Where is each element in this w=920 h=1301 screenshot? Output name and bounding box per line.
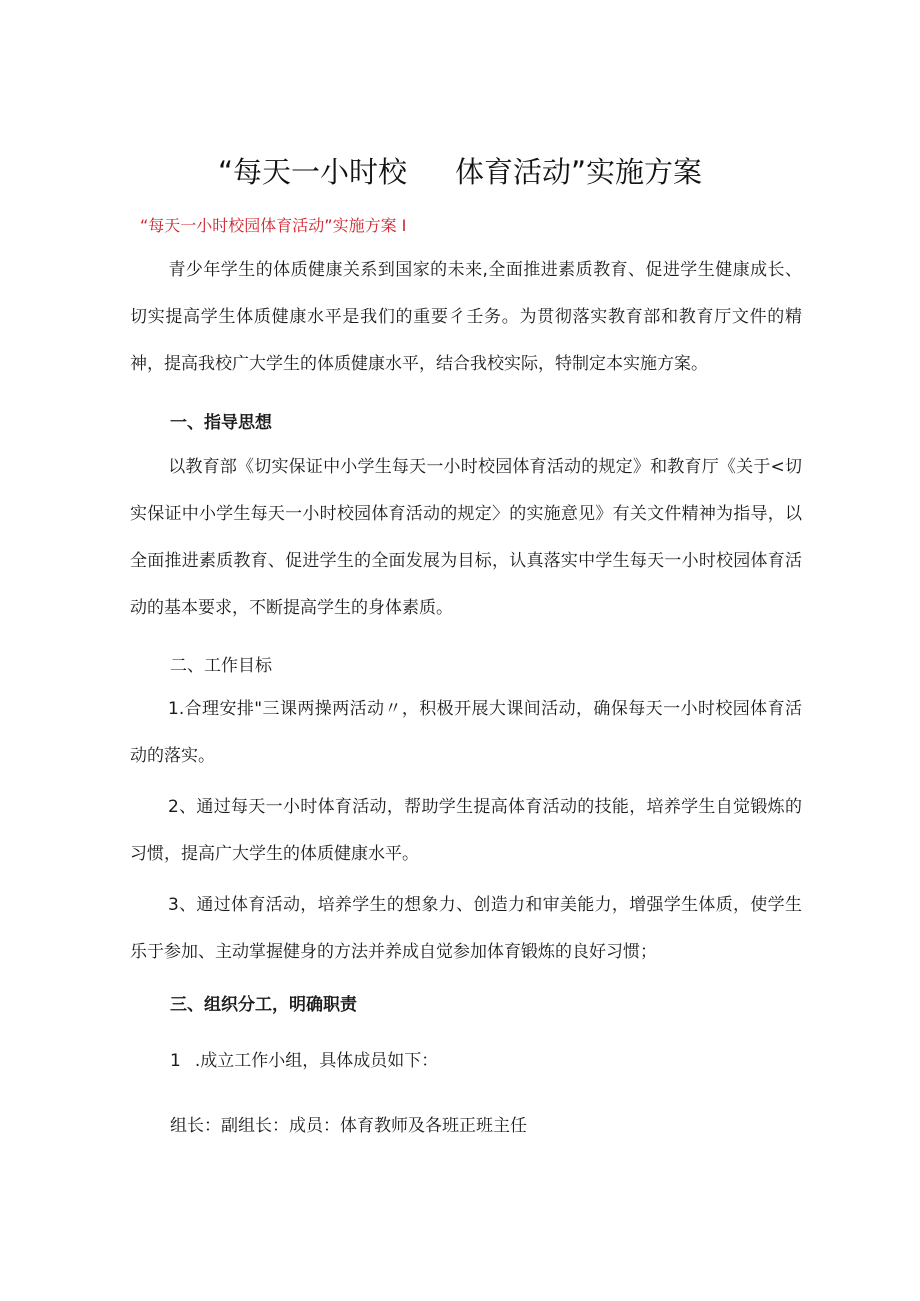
document-subtitle: “每天一小时校园体育活动”实施方案 I [140,216,407,235]
goal-1-paragraph [130,686,802,780]
heading-guiding: 一、指导思想 [170,413,272,433]
heading-goals: 二、工作目标 [170,656,272,676]
title-part-1: “每天一小时校 [217,155,407,189]
goal-3-text: 3、通过体育活动，培养学生的想象力、创造力和审美能力，增强学生体质，使学生乐于参加、主动掌握健身的方法并养成自觉参加体育锻炼的良好习惯； [130,895,802,962]
intro-paragraph [130,247,802,388]
group-item [170,1046,438,1071]
goal-1-text: 1.合理安排"三课两操两活动〃，积极开展大课间活动，确保每天一小时校园体育活动的落实。 [130,699,802,766]
guiding-text: 以教育部《切实保证中小学生每天一小时校园体育活动的规定》和教育厅《关于<切实保证中小学生每天一小时校园体育活动的规定〉的实施意见》有关文件精神为指导，以全面推进素质教育、促进学生的全面发展为目标，认真落实中学生每天一小时校园体育活动的基本要求，不断提高学生的身体素质。 [130,457,802,618]
heading-division: 三、组织分工，明确职责 [170,995,357,1015]
document-title [0,150,920,191]
group-members: 组长：副组长：成员：体育教师及各班正班主任 [170,1116,527,1136]
intro-text: 青少年学生的体质健康关系到国家的未来,全面推进素质教育、促进学生健康成长、切实提高学生体质健康水平是我们的重要彳壬务。为贯彻落实教育部和教育厅文件的精神，提高我校广大学生的体质健康水平，结合我校实际，特制定本实施方案。 [130,260,802,374]
group-item-text: .成立工作小组，具体成员如下： [194,1051,439,1071]
goal-2-paragraph [130,784,802,878]
goal-3-paragraph [130,882,802,976]
goal-2-text: 2、通过每天一小时体育活动，帮助学生提高体育活动的技能，培养学生自觉锻炼的习惯，提高广大学生的体质健康水平。 [130,797,802,864]
title-part-2: 体育活动”实施方案 [455,155,703,189]
group-item-number: 1 [170,1051,181,1071]
guiding-paragraph [130,444,802,632]
